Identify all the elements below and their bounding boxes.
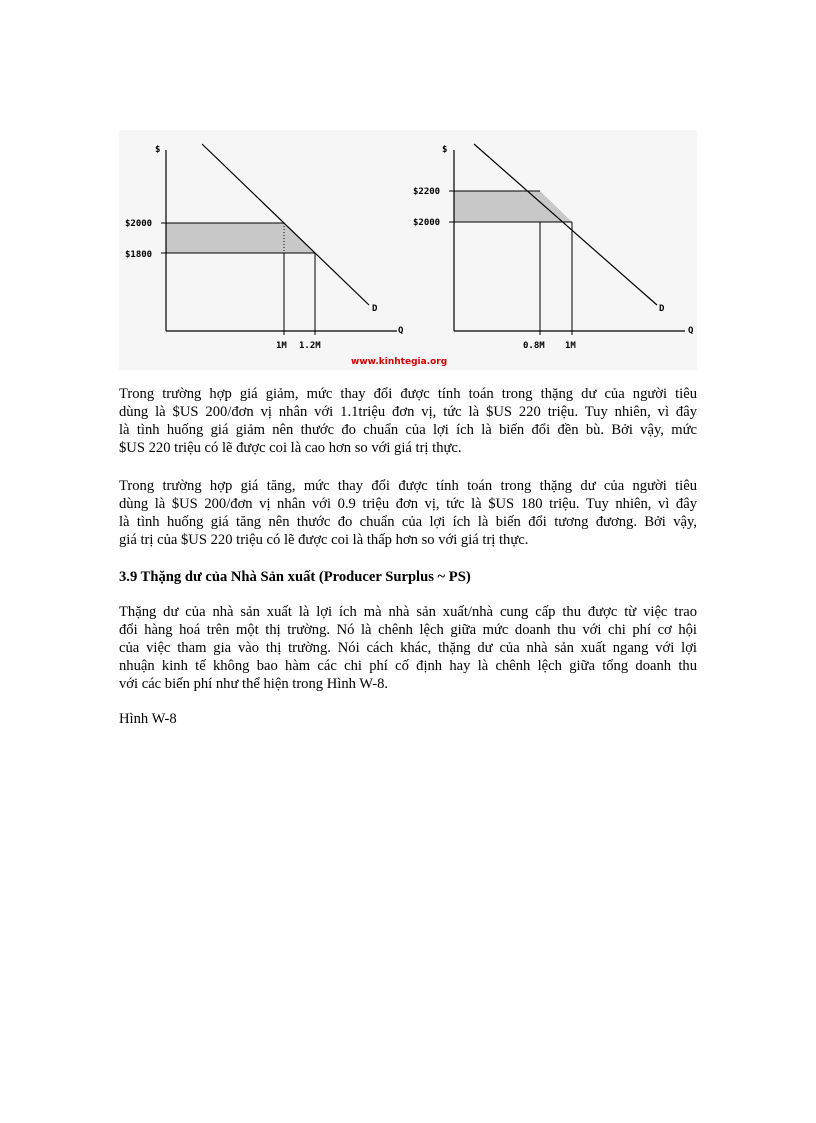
paragraph-line: giá trị của $US 220 triệu có lẽ được coi là thấp hơn so với giá trị thực.: [119, 532, 529, 548]
demand-diagrams-svg: [119, 130, 697, 370]
paragraph-line: Trong trường hợp giá tăng, mức thay đổi được tính toán trong thặng dư của người tiêu: [119, 478, 697, 494]
right-price-label-low: $2000: [413, 218, 441, 228]
paragraph-line: Trong trường hợp giá giảm, mức thay đổi được tính toán trong thặng dư của người tiêu: [119, 386, 697, 402]
right-demand-curve: [474, 144, 657, 305]
paragraph-line: dùng là $US 200/đơn vị nhân với 0.9 triệu đơn vị, tức là $US 180 triệu. Tuy nhiên, vì đây: [119, 496, 697, 512]
left-y-axis-label: $: [155, 145, 161, 155]
left-price-label-high: $2000: [125, 219, 153, 229]
figure-caption: [119, 710, 697, 728]
paragraph-producer-surplus: [119, 603, 697, 693]
paragraph-price-decrease: [119, 385, 697, 457]
right-x-axis-label: Q: [688, 326, 694, 336]
paragraph-line: $US 220 triệu có lẽ được coi là cao hơn so với giá trị thực.: [119, 440, 462, 456]
left-chart: [125, 144, 404, 351]
right-qty-label-2: 1M: [565, 341, 576, 351]
left-shaded-area: [166, 223, 315, 253]
right-y-axis-label: $: [442, 145, 448, 155]
section-heading: 3.9 Thặng dư của Nhà Sản xuất (Producer Surplus ~ PS): [119, 569, 471, 585]
watermark: www.kinhtegia.org: [351, 357, 448, 367]
demand-diagrams-figure: [119, 130, 697, 370]
right-shaded-area: [454, 191, 572, 222]
paragraph-line: của việc tham gia vào thị trường. Nói cách khác, thặng dư của nhà sản xuất ngang với lợi: [119, 640, 697, 656]
right-chart: [413, 144, 694, 351]
left-qty-label-1: 1M: [276, 341, 287, 351]
left-qty-label-2: 1.2M: [299, 341, 321, 351]
paragraph-line: Thặng dư của nhà sản xuất là lợi ích mà nhà sản xuất/nhà cung cấp thu được từ việc trao: [119, 604, 697, 620]
paragraph-line: là tình huống giá giảm nên thước đo chuẩn của lợi ích là biến đổi đền bù. Bởi vậy, mức: [119, 422, 697, 438]
paragraph-line: dùng là $US 200/đơn vị nhân với 1.1triệu đơn vị, tức là $US 220 triệu. Tuy nhiên, vì đây: [119, 404, 697, 420]
paragraph-line: nhuận kinh tế không bao hàm các chi phí cố định hay là chênh lệch giữa tổng doanh thu: [119, 658, 697, 674]
right-qty-label-1: 0.8M: [523, 341, 545, 351]
right-curve-label: D: [659, 304, 665, 314]
figure-caption-text: Hình W-8: [119, 711, 177, 727]
left-x-axis-label: Q: [398, 326, 404, 336]
paragraph-price-increase: [119, 477, 697, 549]
left-price-label-low: $1800: [125, 250, 153, 260]
paragraph-line: với các biến phí như thể hiện trong Hình W-8.: [119, 676, 389, 692]
paragraph-line: đổi hàng hoá trên một thị trường. Nó là chênh lệch giữa mức doanh thu với chi phí cơ hội: [119, 622, 697, 638]
left-curve-label: D: [372, 304, 378, 314]
paragraph-line: là tình huống giá tăng nên thước đo chuẩn của lợi ích là biến đổi tương đương. Bởi vậy,: [119, 514, 697, 530]
right-price-label-high: $2200: [413, 187, 441, 197]
